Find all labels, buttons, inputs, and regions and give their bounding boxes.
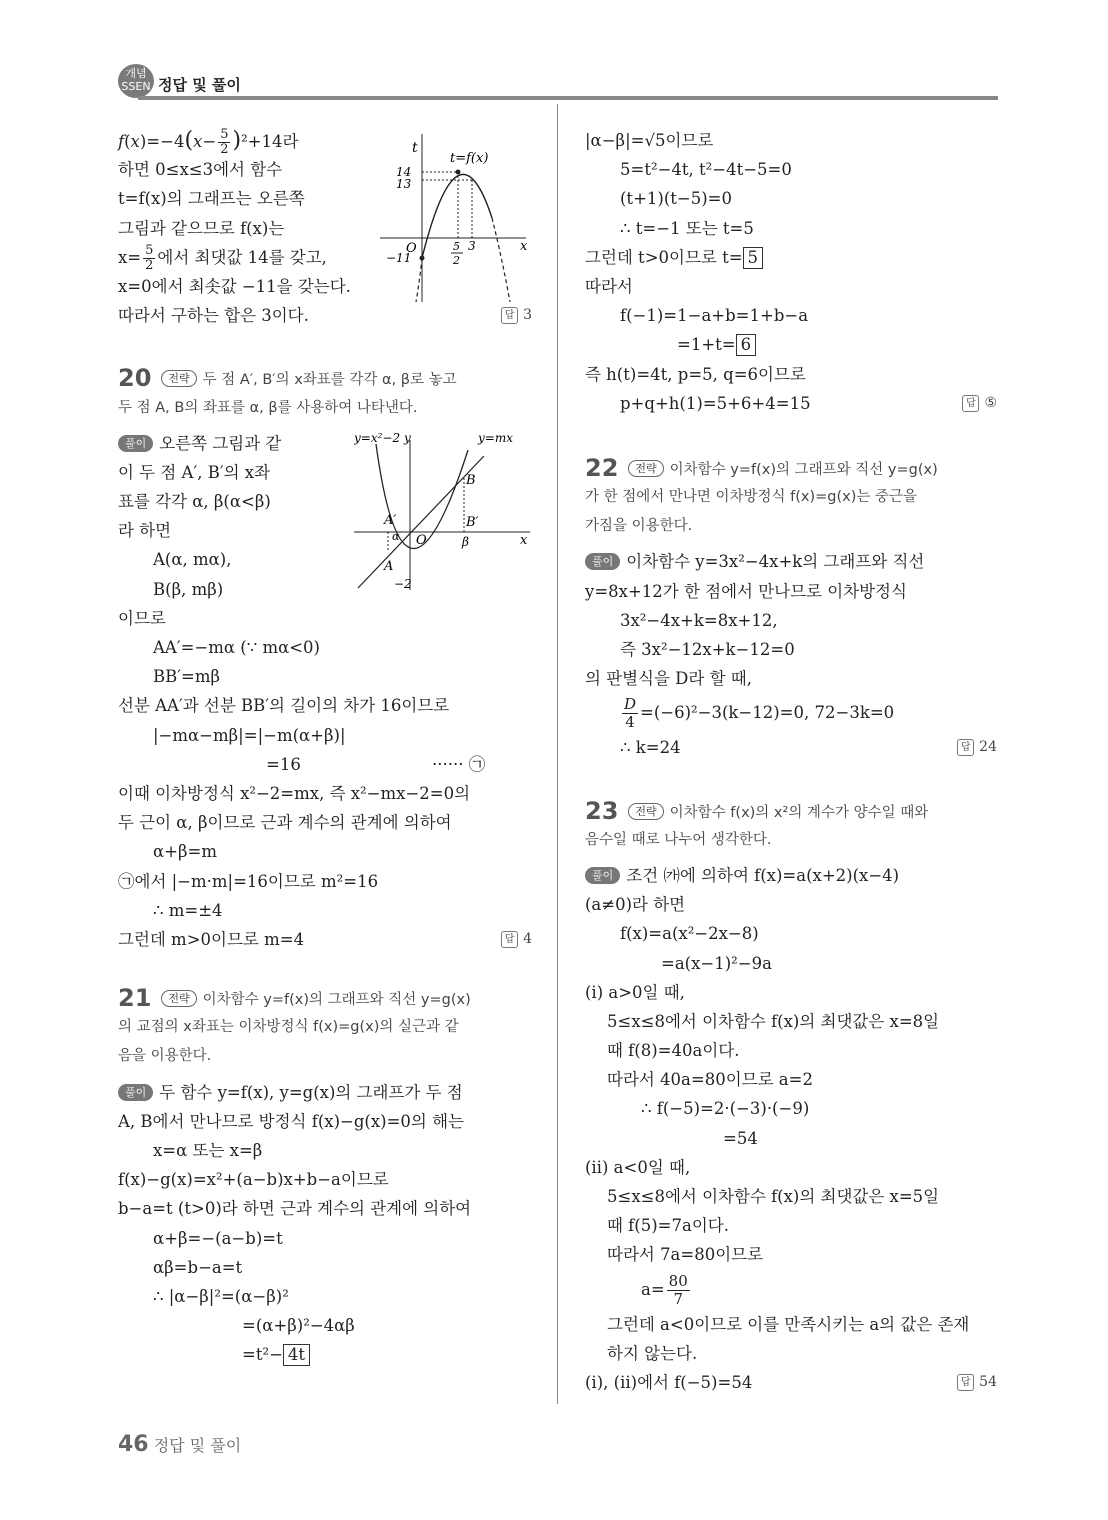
solution-22-5: 의 판별식을 D라 할 때, bbox=[585, 669, 752, 689]
header-title: 정답 및 풀이 bbox=[158, 76, 241, 94]
answer-22: 답 24 bbox=[957, 733, 997, 762]
problem-22-strategy-3: 가짐을 이용한다. bbox=[585, 518, 693, 535]
solution-20-15: α+β=m bbox=[153, 842, 217, 862]
graph-19-x52-den: 2 bbox=[453, 254, 460, 267]
solution-22-4: 즉 3x²−12x+k−12=0 bbox=[620, 640, 795, 659]
solution-21c-8: =1+t= 6 bbox=[585, 330, 997, 359]
solution-20-13: 이때 이차방정식 x²−2=mx, 즉 x²−mx−2=0의 bbox=[118, 783, 471, 803]
line-19-4: 그림과 같으므로 f(x)는 bbox=[118, 218, 285, 238]
solution-23-5: (ⅰ) a>0일 때, bbox=[585, 982, 685, 1002]
solution-21c-5: 그런데 t>0이므로 t= 5 bbox=[585, 243, 997, 272]
answer-blank: 4t bbox=[283, 1344, 310, 1366]
answer-icon: 답 bbox=[501, 307, 518, 324]
solution-20-8: AA′=−mα (∵ mα<0) bbox=[153, 638, 320, 657]
solution-21-5: b−a=t (t>0)라 하면 근과 계수의 관계에 의하여 bbox=[118, 1199, 472, 1219]
solution-20-3: 표를 각각 α, β(α<β) bbox=[118, 492, 271, 512]
line-19-1: f(x)=−4(x− $\frac{5}{2}$ )²+14라 bbox=[118, 127, 299, 157]
solution-20-9: BB′=mβ bbox=[153, 667, 221, 687]
graph-20-O: O bbox=[416, 533, 427, 549]
solution-20-5: A(α, mα), bbox=[153, 550, 232, 570]
problem-20-strategy-1: 20 전략 두 점 A′, B′의 x좌표를 각각 α, β로 놓고 bbox=[118, 364, 457, 393]
graph-20-beta: β bbox=[462, 535, 469, 550]
problem-number: 22 bbox=[585, 453, 619, 482]
line-19-5: x= $\frac{5}{2}$ 에서 최댓값 14를 갖고, bbox=[118, 242, 327, 273]
strategy-tag: 전략 bbox=[628, 460, 663, 477]
solution-21c-3: (t+1)(t−5)=0 bbox=[620, 189, 732, 209]
graph-20-B: B bbox=[466, 473, 476, 489]
graph-19-origin: O bbox=[406, 241, 417, 256]
solution-20-2: 이 두 점 A′, B′의 x좌 bbox=[118, 462, 271, 482]
solution-tag: 풀이 bbox=[118, 435, 153, 452]
answer-20: 답 4 bbox=[501, 925, 532, 954]
problem-21-strategy-2: 의 교점의 x좌표는 이차방정식 f(x)=g(x)의 실근과 같 bbox=[118, 1019, 459, 1036]
graph-20-alpha: α bbox=[392, 530, 400, 544]
graph-20-m2: −2 bbox=[394, 577, 412, 592]
problem-21-strategy-3: 음을 이용한다. bbox=[118, 1048, 212, 1065]
solution-21c-7: f(−1)=1−a+b=1+b−a bbox=[620, 306, 809, 326]
solution-23-7: 때 f(8)=40a이다. bbox=[607, 1041, 740, 1061]
solution-21-6: α+β=−(a−b)=t bbox=[153, 1228, 283, 1248]
solution-20-10: 선분 AA′과 선분 BB′의 길이의 차가 16이므로 bbox=[118, 696, 450, 716]
line-19-2: 하면 0≤x≤3에서 함수 bbox=[118, 160, 283, 180]
footer-label: 정답 및 풀이 bbox=[153, 1436, 242, 1455]
solution-21-continued bbox=[585, 126, 997, 418]
problem-21 bbox=[118, 984, 532, 1369]
solution-22-1: 풀이 이차함수 y=3x²−4x+k의 그래프와 직선 bbox=[585, 547, 997, 576]
graph-19-x-label: x bbox=[520, 239, 528, 254]
brand-logo: 개념 SSEN bbox=[118, 64, 154, 98]
problem-number: 23 bbox=[585, 796, 619, 825]
problem-number: 20 bbox=[118, 364, 152, 393]
solution-19 bbox=[118, 126, 532, 330]
solution-20-7: 이므로 bbox=[118, 608, 166, 628]
answer-icon: 답 bbox=[501, 931, 518, 948]
solution-tag: 풀이 bbox=[118, 1084, 153, 1101]
page-footer bbox=[118, 1432, 241, 1457]
solution-20-6: B(β, mβ) bbox=[153, 579, 224, 599]
answer-21: 답 ⑤ bbox=[962, 389, 997, 418]
line-19-6: x=0에서 최솟값 −11을 갖는다. bbox=[118, 276, 351, 296]
strategy-tag: 전략 bbox=[161, 370, 196, 387]
graph-20-Ap: A′ bbox=[384, 513, 397, 529]
solution-23-14: 따라서 7a=80이므로 bbox=[607, 1245, 764, 1265]
graph-19-y13: 13 bbox=[396, 177, 412, 191]
answer-icon: 답 bbox=[957, 1374, 974, 1391]
solution-20-11: |−mα−mβ|=|−m(α+β)| bbox=[153, 725, 346, 745]
solution-23-2: (a≠0)라 하면 bbox=[585, 895, 686, 915]
solution-20-14: 두 근이 α, β이므로 근과 계수의 관계에 의하여 bbox=[118, 813, 452, 833]
problem-23-strategy-2: 음수일 때로 나누어 생각한다. bbox=[585, 831, 772, 848]
problem-20-strategy-2: 두 점 A, B의 좌표를 α, β를 사용하여 나타낸다. bbox=[118, 399, 418, 416]
graph-19-x3: 3 bbox=[468, 239, 476, 253]
solution-23-9: ∴ f(−5)=2·(−3)·(−9) bbox=[641, 1099, 810, 1119]
solution-20-16: ㉠에서 |−m·m|=16이므로 m²=16 bbox=[118, 871, 379, 891]
answer-blank: 5 bbox=[743, 247, 764, 269]
solution-tag: 풀이 bbox=[585, 867, 620, 884]
strategy-tag: 전략 bbox=[161, 990, 196, 1007]
solution-20-4: 라 하면 bbox=[118, 521, 172, 541]
solution-tag: 풀이 bbox=[585, 553, 620, 570]
problem-23 bbox=[585, 797, 997, 1398]
problem-22-strategy-1: 22 전략 이차함수 y=f(x)의 그래프와 직선 y=g(x) bbox=[585, 453, 938, 482]
answer-blank: 6 bbox=[736, 334, 757, 356]
solution-21-10: =t²− 4t bbox=[118, 1340, 532, 1369]
solution-21c-2: 5=t²−4t, t²−4t−5=0 bbox=[620, 160, 792, 180]
solution-23-4: =a(x−1)²−9a bbox=[661, 953, 772, 973]
solution-23-18: (ⅰ), (ⅱ)에서 f(−5)=54 답 54 bbox=[585, 1368, 997, 1397]
solution-21-1: 풀이 두 함수 y=f(x), y=g(x)의 그래프가 두 점 bbox=[118, 1078, 532, 1107]
solution-21c-4: ∴ t=−1 또는 t=5 bbox=[620, 218, 754, 238]
solution-23-15: a= $\frac{80}{7}$ bbox=[641, 1271, 688, 1308]
graph-19-x52-num: 5 bbox=[453, 240, 460, 253]
solution-21-8: ∴ |α−β|²=(α−β)² bbox=[153, 1286, 289, 1306]
solution-22-7: ∴ k=24 답 24 bbox=[585, 733, 997, 762]
solution-21-3: x=α 또는 x=β bbox=[153, 1141, 263, 1160]
answer-icon: 답 bbox=[957, 739, 974, 756]
graph-20-curve-label: y=x²−2 bbox=[354, 431, 401, 446]
graph-19-ym11: −11 bbox=[386, 251, 412, 265]
solution-23-3: f(x)=a(x²−2x−8) bbox=[620, 924, 759, 944]
solution-21-4: f(x)−g(x)=x²+(a−b)x+b−a이므로 bbox=[118, 1170, 389, 1190]
line-19-7: 따라서 구하는 합은 3이다. 답 3 bbox=[118, 301, 532, 330]
solution-23-13: 때 f(5)=7a이다. bbox=[607, 1216, 729, 1236]
solution-23-16: 그런데 a<0이므로 이를 만족시키는 a의 값은 존재 bbox=[607, 1314, 970, 1334]
problem-20 bbox=[118, 364, 532, 954]
problem-23-strategy-1: 23 전략 이차함수 f(x)의 x²의 계수가 양수일 때와 bbox=[585, 796, 929, 825]
solution-23-10: =54 bbox=[723, 1128, 758, 1148]
solution-20-18: 그런데 m>0이므로 m=4 답 4 bbox=[118, 925, 532, 954]
solution-22-3: 3x²−4x+k=8x+12, bbox=[620, 610, 778, 630]
solution-23-17: 하지 않는다. bbox=[607, 1343, 698, 1363]
problem-21-strategy-1: 21 전략 이차함수 y=f(x)의 그래프와 직선 y=g(x) bbox=[118, 984, 471, 1013]
solution-21-7: αβ=b−a=t bbox=[153, 1257, 243, 1277]
graph-20-x-label: x bbox=[520, 533, 528, 549]
graph-19-func-label: t=f(x) bbox=[450, 151, 489, 166]
solution-22-2: y=8x+12가 한 점에서 만나므로 이차방정식 bbox=[585, 581, 907, 601]
graph-20-A: A bbox=[384, 559, 394, 575]
solution-20-12: =16 ······ ㉠ bbox=[266, 754, 486, 774]
problem-number: 21 bbox=[118, 984, 152, 1013]
line-19-3: t=f(x)의 그래프는 오른쪽 bbox=[118, 189, 305, 209]
solution-21c-10: p+q+h(1)=5+6+4=15 답 ⑤ bbox=[585, 389, 997, 418]
graph-20-Bp: B′ bbox=[466, 515, 479, 531]
header-rule bbox=[138, 96, 998, 100]
solution-23-1: 풀이 조건 ㈎에 의하여 f(x)=a(x+2)(x−4) bbox=[585, 861, 997, 890]
solution-20-17: ∴ m=±4 bbox=[153, 900, 223, 920]
problem-22 bbox=[585, 454, 997, 763]
solution-23-11: (ⅱ) a<0일 때, bbox=[585, 1157, 691, 1177]
answer-23: 답 54 bbox=[957, 1368, 997, 1397]
solution-22-6: $\frac{D}{4}$ =(−6)²−3(k−12)=0, 72−3k=0 bbox=[624, 695, 895, 732]
solution-23-6: 5≤x≤8에서 이차함수 f(x)의 최댓값은 x=8일 bbox=[607, 1011, 940, 1031]
right-column bbox=[585, 126, 997, 1397]
answer-icon: 답 bbox=[962, 395, 979, 412]
solution-23-12: 5≤x≤8에서 이차함수 f(x)의 최댓값은 x=5일 bbox=[607, 1187, 940, 1206]
problem-22-strategy-2: 가 한 점에서 만나면 이차방정식 f(x)=g(x)는 중근을 bbox=[585, 489, 918, 506]
solution-23-8: 따라서 40a=80이므로 a=2 bbox=[607, 1070, 813, 1090]
left-column bbox=[118, 126, 532, 1370]
solution-21c-9: 즉 h(t)=4t, p=5, q=6이므로 bbox=[585, 364, 806, 384]
page-number: 46 bbox=[118, 1432, 149, 1457]
solution-21c-6: 따라서 bbox=[585, 276, 633, 296]
solution-20-1: 풀이 오른쪽 그림과 같 bbox=[118, 429, 532, 458]
solution-21c-1: |α−β|=√5이므로 bbox=[585, 131, 714, 150]
graph-20-y-label: y bbox=[404, 431, 411, 446]
solution-21-2: A, B에서 만나므로 방정식 f(x)−g(x)=0의 해는 bbox=[118, 1111, 464, 1131]
solution-21-9: =(α+β)²−4αβ bbox=[242, 1316, 355, 1336]
column-divider bbox=[557, 104, 558, 1404]
strategy-tag: 전략 bbox=[628, 803, 663, 820]
graph-19-t-label: t bbox=[412, 140, 418, 156]
graph-20-line-label: y=mx bbox=[478, 431, 513, 446]
answer-19: 답 3 bbox=[501, 301, 532, 330]
graph-19-y14: 14 bbox=[396, 165, 412, 179]
